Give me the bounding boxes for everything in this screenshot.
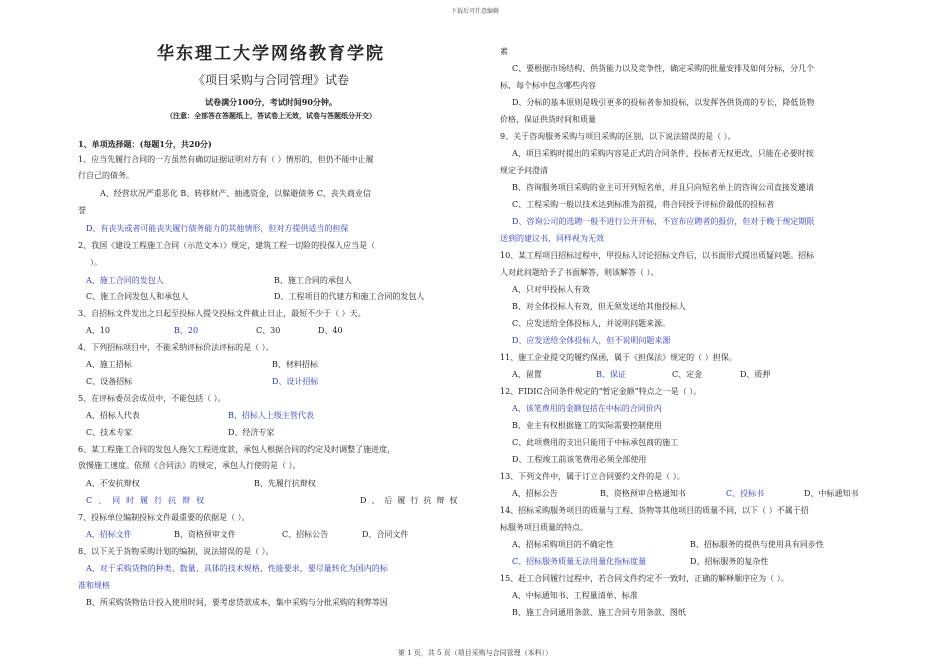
option-line: B、所采购货物估计投入使用时间，要考虑贷款成本，集中采购与分批采购的利弊等因 — [86, 598, 388, 607]
option-line: C、设备招标 — [86, 377, 133, 386]
option-line: B、材料招标 — [272, 360, 318, 369]
option-line: D、工程项目的代建方和施工合同的发包人 — [274, 292, 425, 301]
option-line: B、咨询服务项目采购的业主可开列短名单，并且只向短名单上的咨询公司直接发邀请 — [512, 183, 814, 192]
option-line: 规定予问澄清 — [500, 166, 548, 175]
answer-option: C、招标服务质量无法用量化指标度量 — [512, 557, 647, 566]
question-line: 8、以下关于货物采购计划的编制，说法错误的是（ ）。 — [78, 547, 274, 556]
question-line: 人对此问题给予了书面解答，则该解答（ ）。 — [500, 268, 659, 277]
question-line: 10、某工程项目招标过程中，甲投标人讨论招标文件后，以书面形式提出质疑问题。招标 — [500, 251, 815, 260]
option-line: D、招标服务的复杂性 — [690, 557, 769, 566]
question-line: 行自己的债务。 — [78, 171, 134, 180]
answer-option: B、20 — [174, 326, 199, 335]
option-line: C、技术专家 — [86, 428, 133, 437]
option-line: 价格，保证供货时间和质量 — [500, 115, 596, 124]
option-line: B、施工合同通用条款、施工合同专用条款、图纸 — [512, 608, 686, 617]
question-line: 14、招标采购服务项目的质量与工程、货物等其他项目的质量不同，以下（ ）不属于招 — [500, 506, 809, 515]
option-line: D、质押 — [740, 370, 771, 379]
option-line: D、经济专家 — [228, 428, 275, 437]
option-line: B、先履行抗辩权 — [254, 479, 316, 488]
page-title: 华东理工大学网络教育学院 — [157, 44, 385, 64]
exam-subtitle: 《项目采购与合同管理》试卷 — [192, 73, 349, 87]
option-line: A、招标采购项目的不确定性 — [512, 540, 614, 549]
option-line: A、中标通知书、工程量清单、标准 — [512, 591, 638, 600]
answer-option: C、投标书 — [726, 489, 765, 498]
exam-notice: （注意：全部答在答题纸上，答试卷上无效，试卷与答题纸分开交） — [166, 111, 376, 120]
option-line: C、应发送给全体投标人，并说明问题来源。 — [512, 319, 671, 328]
answer-option: A、招标文件 — [86, 530, 132, 539]
question-line: 5、在评标委员会成员中，不能包括（ ）。 — [78, 394, 226, 403]
answer-option: A、对于采购货物的种类、数量、具体的技术规格、性能要求，要尽量转化为国内的标 — [86, 564, 388, 573]
option-line: 誉 — [78, 206, 86, 215]
question-line: 12、FIDIC合同条件规定的“暂定金额”特点之一是（ ）。 — [500, 387, 702, 396]
question-line: ）。 — [90, 258, 102, 267]
answer-option: D、有丧失或者可能丧失履行债务能力的其他情形，但对方提供适当的担保 — [86, 224, 349, 233]
option-line: 标，每个标中包含哪些内容 — [500, 81, 596, 90]
question-line: 15、赶工合同履行过程中，若合同文件约定不一致时，正确的解释顺序应为（ ）。 — [500, 574, 789, 583]
option-line: A、招标人代表 — [86, 411, 140, 420]
option-line: A、施工招标 — [86, 360, 132, 369]
option-line: A、经营状况严重恶化 B、转移财产、抽逃资金，以躲避债务 C、丧失商业信 — [100, 189, 371, 198]
exam-info: 试卷满分100分，考试时间90分钟。 — [205, 97, 337, 107]
question-line: 7、投标单位编制投标文件最重要的依据是（ ）。 — [78, 513, 250, 522]
option-line: B、招标服务的提供与使用具有同步性 — [690, 540, 824, 549]
header-note: 下载后可任意编辑 — [450, 8, 499, 15]
answer-option: B、招标人上级主管代表 — [228, 411, 314, 420]
question-line: 11、施工企业提交的履约保函，属于《担保法》规定的（ ）担保。 — [500, 353, 737, 362]
option-line: C、要根据市场结构、供货能力以及竞争性，确定采购的批量安排及如何分标，分几个 — [512, 64, 815, 73]
option-line: A、只对甲投标人有效 — [512, 285, 590, 294]
question-line: 9、关于咨询服务采购与项目采购的区别，以下说法错误的是（ ）。 — [500, 132, 736, 141]
option-line: C、定金 — [672, 370, 703, 379]
answer-option: D、咨询公司的选聘一般不进行公开开标，不宣布应聘者的报价，但对于晚于规定期限 — [512, 217, 815, 226]
question-line: 放慢施工速度。依照《合同法》的规定，承包人行使的是（ ）。 — [78, 461, 301, 470]
option-line: A、不安抗辩权 — [86, 479, 140, 488]
question-line: 2、我国《建设工程施工合同（示范文本）》规定，建筑工程一切险的投保人应当是（ — [78, 241, 376, 250]
answer-option: 准和规格 — [78, 581, 110, 590]
option-line: A、10 — [86, 326, 110, 335]
question-line: 4、下列招标项目中，不能采纳评标价法评标的是（ ）。 — [78, 343, 274, 352]
option-line: D、分标的基本原则是吸引更多的投标者参加投标，以发挥各供货商的专长，降低货物 — [512, 98, 815, 107]
option-line: C、此项费用的支出只能用于中标承包商的施工 — [512, 438, 679, 447]
answer-option: A、施工合同的发包人 — [86, 276, 164, 285]
option-line: C、招标公告 — [282, 530, 329, 539]
answer-option: D、应发送给全体投标人，但不说明问题来源 — [512, 336, 671, 345]
option-line: B、资格预审合格通知书 — [600, 489, 686, 498]
answer-option: 送到的建议书，同样视为无效 — [500, 234, 604, 243]
option-line: A、项目采购时提出的采购内容是正式的合同条件，投标者无权更改，只能在必要时按 — [512, 149, 814, 158]
option-line: D、后履行抗辩权 — [360, 496, 463, 505]
option-line: A、招标公告 — [512, 489, 558, 498]
option-line: D、中标通知书 — [804, 489, 859, 498]
answer-option: B、保证 — [596, 370, 626, 379]
page-footer: 第 1 页，共 5 页（项目采购与合同管理（本科）） — [397, 649, 553, 657]
question-line: 1、应当先履行合同的一方虽然有确切证据证明对方有（ ）情形的，但仍不能中止履 — [78, 155, 374, 164]
option-line: C、30 — [256, 326, 281, 335]
section-heading: 1、单项选择题：(每题1分，共20分) — [78, 139, 212, 149]
option-line: 素 — [500, 47, 508, 56]
answer-option: C、同时履行抗辩权 — [86, 496, 211, 505]
option-line: D、合同文件 — [362, 530, 409, 539]
answer-option: A、该笔费用的金额包括在中标的合同价内 — [512, 404, 662, 413]
option-line: A、留置 — [512, 370, 542, 379]
option-line: D、工程竣工前该笔费用必须全部使用 — [512, 455, 647, 464]
option-line: B、施工合同的承包人 — [274, 276, 352, 285]
question-line: 6、某工程施工合同的发包人拖欠工程进度款，承包人根据合同的约定及时调整了施进度， — [78, 445, 396, 454]
question-line: 标服务项目质量的特点。 — [500, 523, 588, 532]
option-line: C、施工合同发包人和承包人 — [86, 292, 189, 301]
question-line: 13、下列文件中，属于订立合同要约文件的是（ ）。 — [500, 472, 685, 481]
option-line: C、工程采购一般以技术达到标准为前提，将合同授予评标价最低的投标者 — [512, 200, 775, 209]
question-line: 3、自招标文件发出之日起至投标人提交投标文件截止日止，最短不少于（ ）天。 — [78, 309, 366, 318]
option-line: B、资格预审文件 — [174, 530, 236, 539]
option-line: D、40 — [318, 326, 343, 335]
answer-option: D、设计招标 — [272, 377, 319, 386]
option-line: B、对全体投标人有效，但无须发送给其他投标人 — [512, 302, 686, 311]
option-line: B、业主有权根据施工的实际需要控制使用 — [512, 421, 662, 430]
